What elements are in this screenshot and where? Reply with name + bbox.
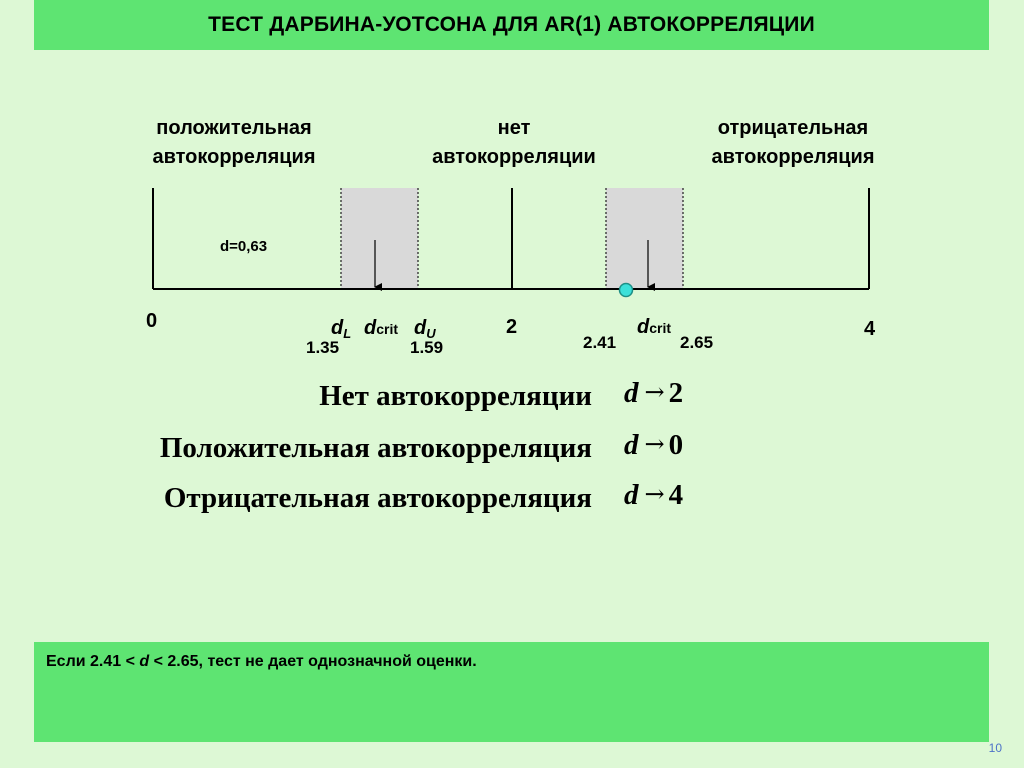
zone-negative-line2: автокорреляция <box>711 146 875 168</box>
zone-none-line1: нет <box>497 117 531 139</box>
rule-math-positive: d → 0 <box>624 429 684 461</box>
note-text: Если 2.41 < d < 2.65, тест не дает однозначной оценки. <box>46 653 477 670</box>
axis-label-zero: 0 <box>146 310 158 332</box>
zone-positive-line1: положительная <box>156 117 312 139</box>
dl-label: $d_L$ <box>331 317 352 341</box>
du-value: 1.59 <box>410 338 444 357</box>
rule-math-negative: d → 4 <box>624 479 684 511</box>
zone-none-line2: автокорреляции <box>432 146 596 168</box>
observed-d-label: d=0,63 <box>220 238 268 255</box>
rule-row-negative <box>0 479 1024 522</box>
dl-value: 1.35 <box>306 338 340 357</box>
axis-label-four: 4 <box>864 318 876 340</box>
rule-text-negative: Отрицательная автокорреляция <box>163 482 592 514</box>
du-label: $d_U$ <box>414 317 436 341</box>
rule-row-none <box>0 377 1024 420</box>
axis-label-two: 2 <box>506 316 518 338</box>
rule-row-positive <box>0 429 1024 472</box>
zone-positive-line2: автокорреляция <box>152 146 316 168</box>
rule-text-none: Нет автокорреляции <box>319 380 592 412</box>
rule-text-positive: Положительная автокорреляция <box>159 432 592 464</box>
inconclusive-zone-lower <box>341 188 418 289</box>
observed-d-marker <box>620 284 633 297</box>
upper-high-value: 2.65 <box>680 333 714 352</box>
dcrit-label-lower: dcrit <box>364 317 399 339</box>
rule-math-none: d → 2 <box>624 377 684 409</box>
inconclusive-zone-upper <box>606 188 683 289</box>
dcrit-label-upper: dcrit <box>637 316 672 338</box>
page-number: 10 <box>988 741 1002 755</box>
note-box <box>34 642 989 742</box>
slide-title: ТЕСТ ДАРБИНА-УОТСОНА ДЛЯ AR(1) АВТОКОРРЕЛЯЦИИ <box>208 13 815 36</box>
zone-negative-line1: отрицательная <box>717 117 869 139</box>
upper-low-value: 2.41 <box>583 333 617 352</box>
